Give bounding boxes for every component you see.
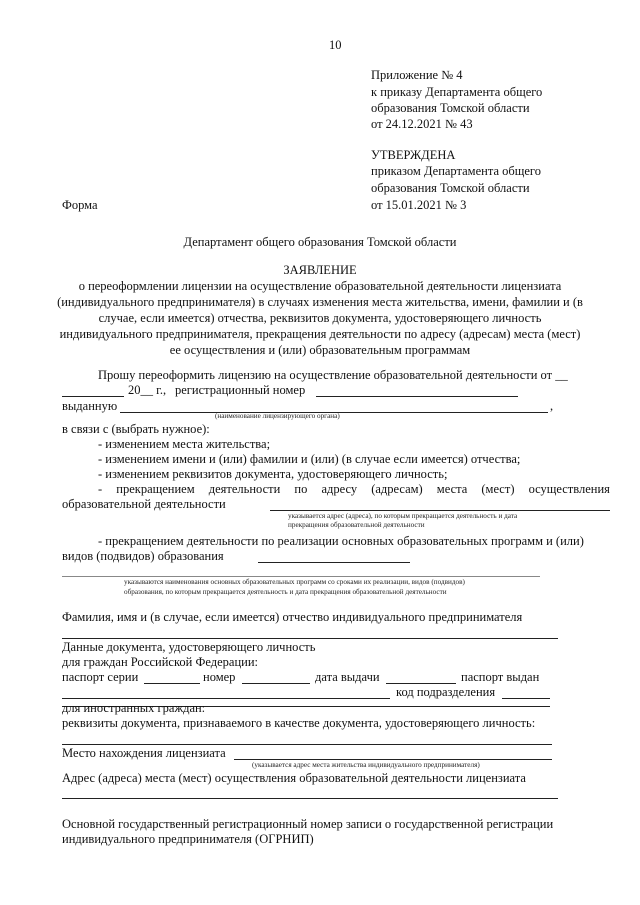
subtitle-line-5: ее осуществления и (или) образовательным программам	[169, 343, 471, 357]
issued-label: выданную	[62, 399, 118, 413]
foreign-citizens-label: для иностранных граждан:	[62, 701, 206, 715]
reason-4-line-2: образовательной деятельности	[62, 497, 226, 511]
reason-4-word: места	[436, 482, 468, 496]
page-number: 10	[329, 38, 342, 52]
reg-number-field[interactable]	[316, 396, 518, 397]
fio-label: Фамилия, имя и (в случае, если имеется) отчество индивидуального предпринимателя	[62, 610, 523, 624]
reason-4-word: (адресам)	[371, 482, 423, 496]
education-types-field[interactable]	[258, 562, 410, 563]
activity-address-field[interactable]	[62, 798, 558, 799]
approved-heading: УТВЕРЖДЕНА	[371, 148, 456, 162]
appendix-line-2: к приказу Департамента общего	[371, 85, 543, 99]
reason-4-caption-1: указывается адрес (адреса), по которым прекращается деятельность и дата	[288, 512, 518, 520]
fio-field[interactable]	[62, 638, 558, 639]
issued-comma: ,	[550, 399, 554, 413]
division-code-field[interactable]	[502, 698, 550, 699]
year-label: 20__ г.,	[128, 383, 167, 397]
identity-heading: Данные документа, удостоверяющего личность	[62, 640, 316, 654]
appendix-line-4: от 24.12.2021 № 43	[371, 117, 473, 131]
approved-line-1: приказом Департамента общего	[371, 164, 541, 178]
reason-3: - изменением реквизитов документа, удостоверяющего личность;	[98, 467, 448, 481]
passport-number-field[interactable]	[242, 683, 310, 684]
reason-4-caption-2: прекращения образовательной деятельности	[288, 521, 425, 529]
issuer-caption: (наименование лицензирующего органа)	[215, 412, 340, 420]
reason-4-word: осуществления	[528, 482, 610, 496]
reason-4-line-1	[98, 482, 610, 497]
foreign-doc-field[interactable]	[62, 744, 552, 745]
date-field[interactable]	[62, 396, 124, 397]
approved-line-2: образования Томской области	[371, 181, 530, 195]
appendix-line-3: образования Томской области	[371, 101, 530, 115]
issue-date-field[interactable]	[386, 683, 456, 684]
terminated-address-field[interactable]	[270, 510, 610, 511]
activity-address-label: Адрес (адреса) места (мест) осуществления образовательной деятельности лицензиата	[62, 771, 526, 785]
reasons-intro: в связи с (выбрать нужное):	[62, 422, 210, 436]
programs-field[interactable]	[62, 576, 540, 577]
ogrnip-line-1: Основной государственный регистрационный номер записи о государственной регистрации	[62, 817, 554, 831]
rf-citizens-label: для граждан Российской Федерации:	[62, 655, 258, 669]
reason-4-word: адресу	[321, 482, 358, 496]
issued-by-label: паспорт выдан	[461, 670, 540, 684]
issue-date-label: дата выдачи	[315, 670, 380, 684]
subtitle-line-3: случае, если имеется) отчества, реквизитов документа, удостоверяющего личность	[98, 311, 542, 325]
ogrnip-line-2: индивидуального предпринимателя (ОГРНИП)	[62, 832, 314, 846]
reason-4-word: (мест)	[481, 482, 515, 496]
reg-number-label: регистрационный номер	[175, 383, 306, 397]
issued-by-field[interactable]	[62, 698, 390, 699]
approved-line-3: от 15.01.2021 № 3	[371, 198, 467, 212]
passport-series-field[interactable]	[144, 683, 200, 684]
reason-1: - изменением места жительства;	[98, 437, 271, 451]
reason-5-caption-2: образования, по которым прекращается деятельность и дата прекращения образовательной деятельности	[124, 588, 447, 596]
document-title: ЗАЯВЛЕНИЕ	[283, 263, 357, 277]
location-caption: (указывается адрес места жительства индивидуального предпринимателя)	[252, 761, 480, 769]
subtitle-line-1: о переоформлении лицензии на осуществление образовательной деятельности лицензиата	[78, 279, 562, 293]
reason-5-line-2: видов (подвидов) образования	[62, 549, 224, 563]
request-line: Прошу переоформить лицензию на осуществление образовательной деятельности от __	[98, 368, 568, 382]
reason-5-caption-1: указываются наименования основных образовательных программ со сроками их реализации, видов (подвидов)	[124, 578, 465, 586]
passport-series-label: паспорт серии	[62, 670, 139, 684]
reason-4-word: деятельности	[208, 482, 281, 496]
reason-4-word: прекращением	[116, 482, 195, 496]
reason-4-word: -	[98, 482, 103, 496]
form-label: Форма	[62, 198, 98, 212]
foreign-doc-label: реквизиты документа, признаваемого в качестве документа, удостоверяющего личность:	[62, 716, 536, 730]
location-label: Место нахождения лицензиата	[62, 746, 226, 760]
passport-number-label: номер	[203, 670, 236, 684]
appendix-line-1: Приложение № 4	[371, 68, 463, 82]
subtitle-line-2: (индивидуального предпринимателя) в случаях изменения места жительства, имени, фамилии и (в	[57, 295, 583, 309]
reason-4-word: по	[294, 482, 308, 496]
reason-2: - изменением имени и (или) фамилии и (или) (в случае если имеется) отчества;	[98, 452, 521, 466]
division-code-label: код подразделения	[396, 685, 496, 699]
department-name: Департамент общего образования Томской области	[183, 235, 457, 249]
location-field[interactable]	[234, 759, 552, 760]
subtitle-line-4: индивидуального предпринимателя, прекращения деятельности по адресу (адресам) места (мест)	[59, 327, 581, 341]
reason-5-line-1: - прекращением деятельности по реализации основных образовательных программ и (или)	[98, 534, 584, 548]
